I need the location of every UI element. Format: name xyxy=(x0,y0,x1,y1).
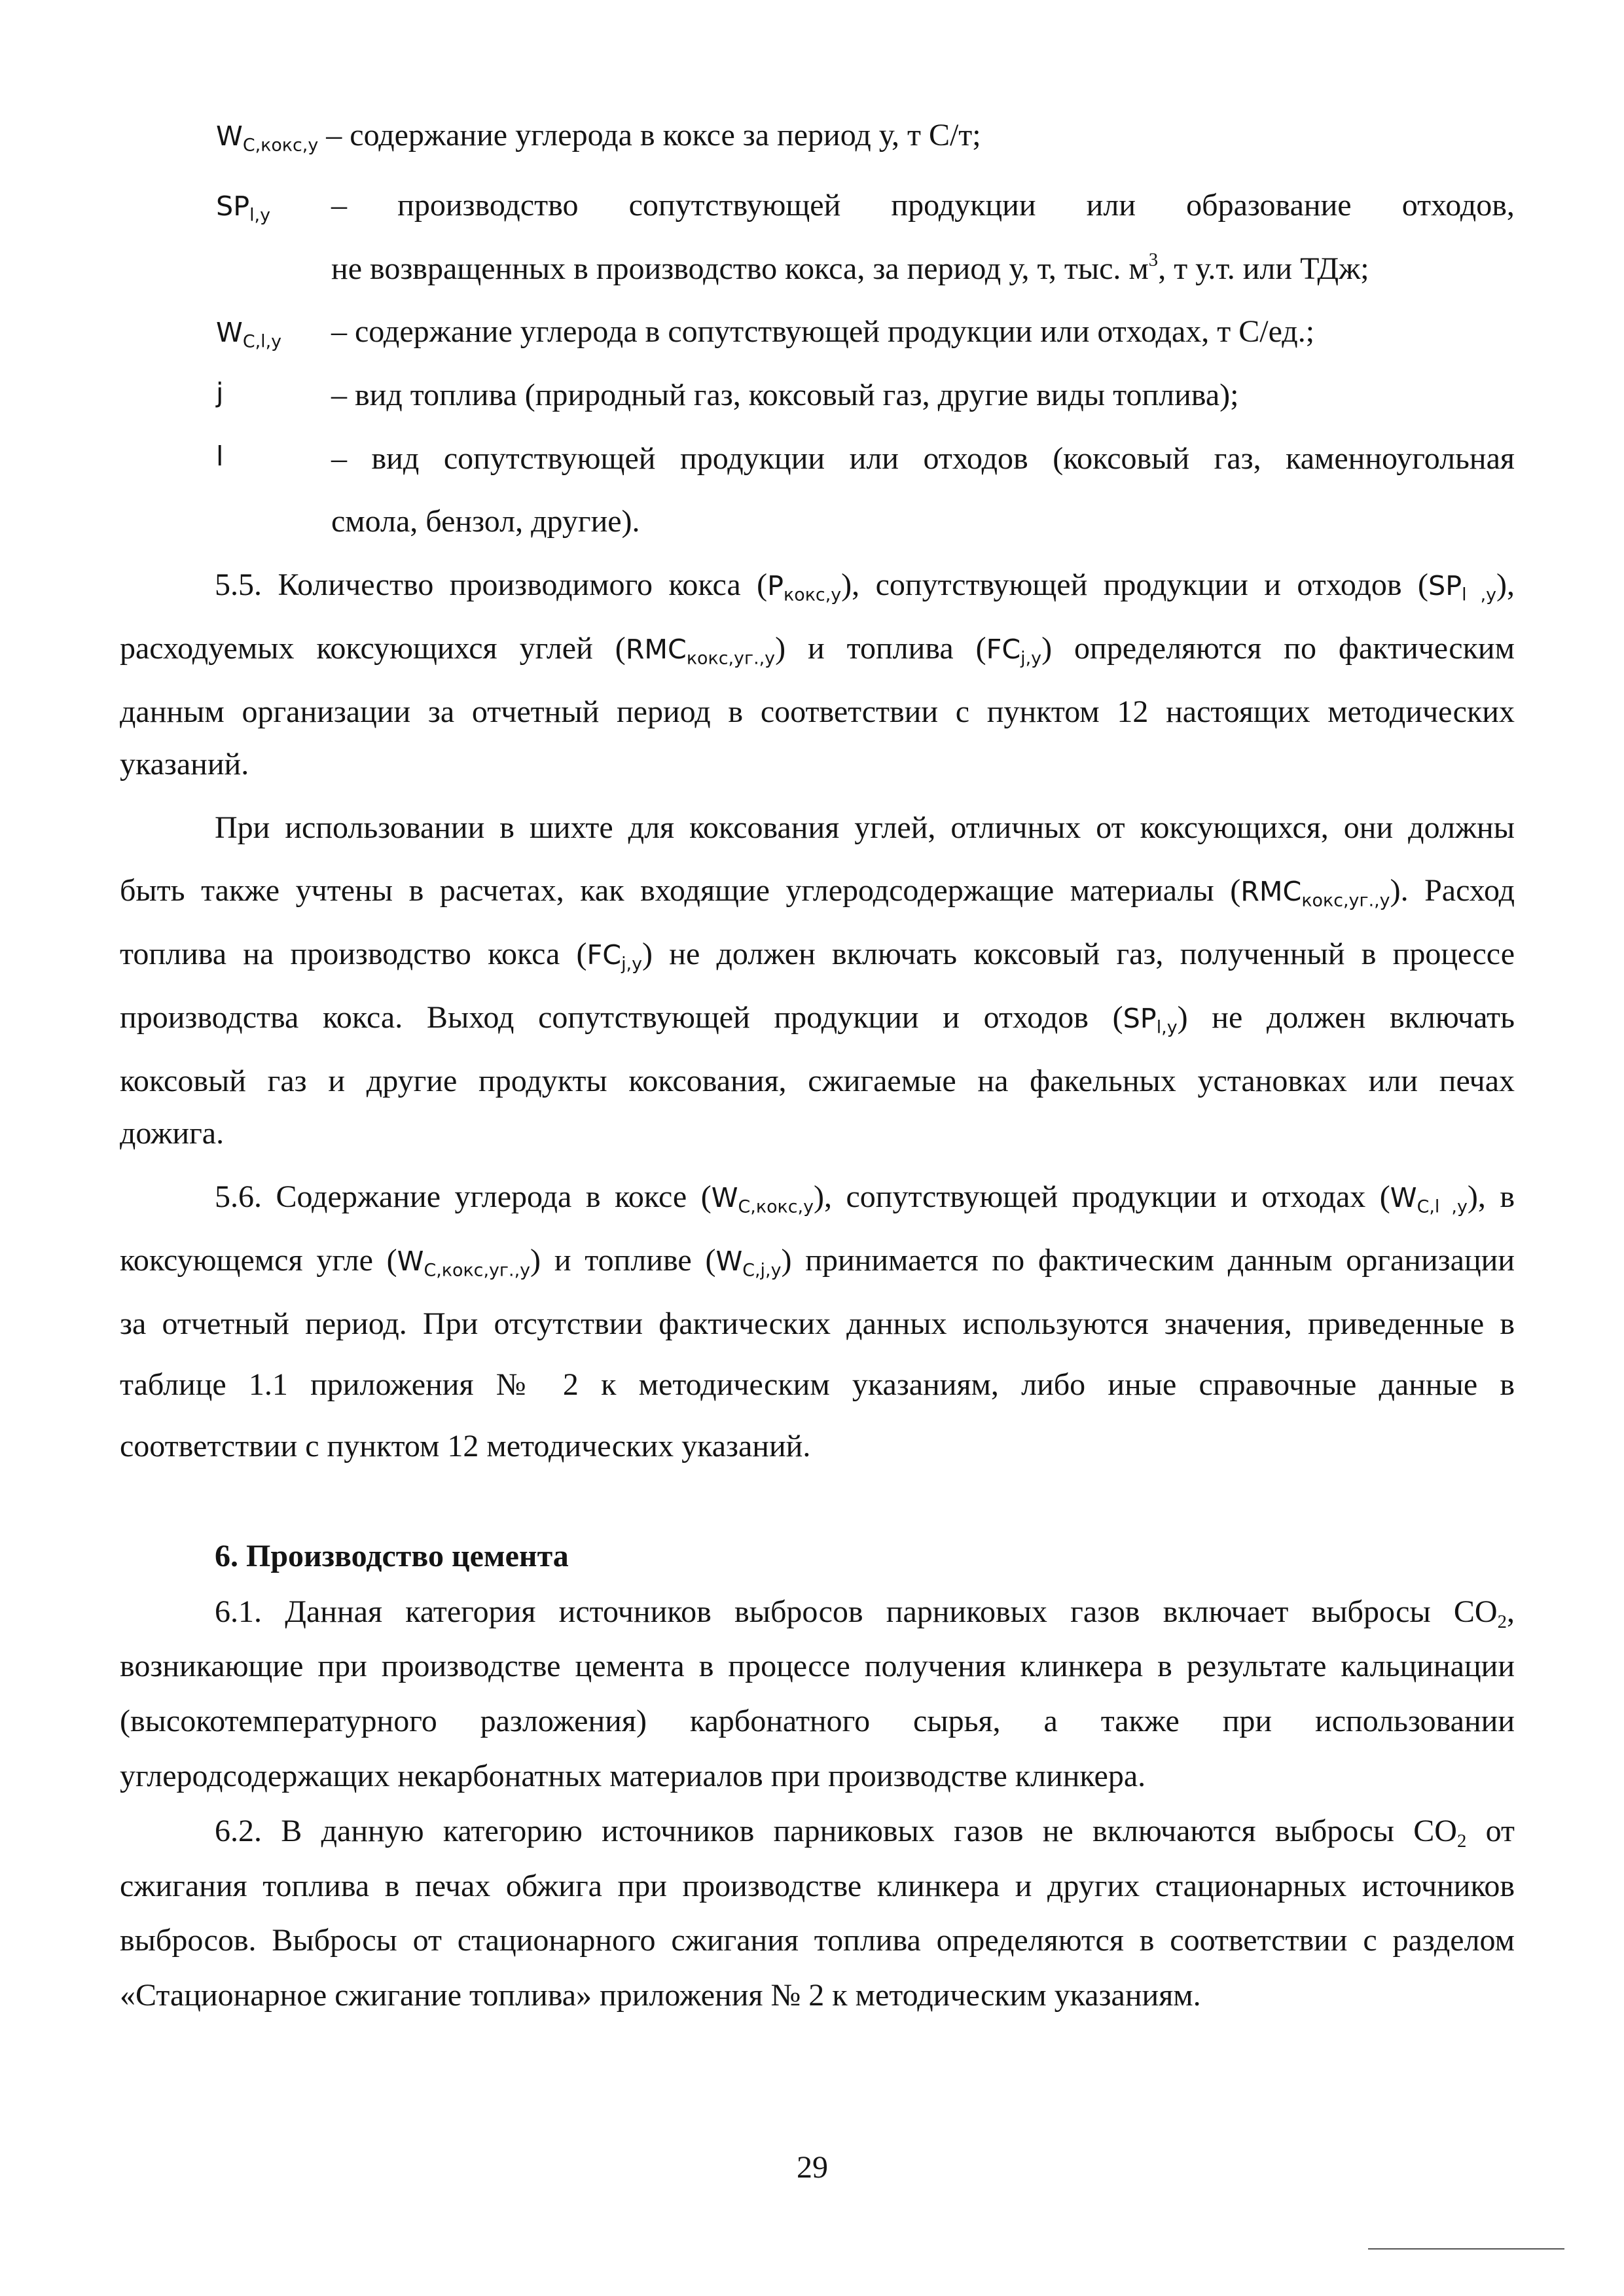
def-l-word: отходов xyxy=(923,441,1028,476)
symbol-sp: SP xyxy=(1428,570,1462,601)
p55b-line5: коксовый газ и другие продукты коксования, сжигаемые на факельных установках или печах xyxy=(120,1064,1515,1098)
p55b-text: топлива на производство кокса ( xyxy=(120,937,587,971)
footer-rule xyxy=(1368,2248,1564,2250)
def-sp-word: производство xyxy=(397,188,579,223)
p61-text: , xyxy=(1507,1594,1515,1629)
def-l-word: каменноугольная xyxy=(1286,441,1515,476)
p55b-text: ). Расход xyxy=(1390,873,1515,908)
p56-line5: соответствии с пунктом 12 методических указаний. xyxy=(120,1429,811,1463)
symbol-w: W xyxy=(397,1246,424,1277)
p56-text: ) принимается по фактическим данным организации xyxy=(781,1243,1515,1278)
symbol-sp: SP xyxy=(1123,1003,1157,1034)
symbol-w: W xyxy=(1390,1182,1417,1213)
p62-line1 xyxy=(215,1814,1515,1852)
co2-sub: 2 xyxy=(1497,1611,1507,1633)
def-l-word: (коксовый xyxy=(1053,441,1190,476)
p55b-text: быть также учтены в расчетах, как входящие углеродсодержащие материалы ( xyxy=(120,873,1241,908)
p55-text: ), сопутствующей продукции и отходов ( xyxy=(841,567,1429,602)
def-sp-word: отходов, xyxy=(1401,188,1515,223)
p56-line3: за отчетный период. При отсутствии фактических данных используются значения, приведенные в xyxy=(120,1306,1515,1341)
p55-line2 xyxy=(120,631,1515,669)
symbol-rmc: RMC xyxy=(625,634,687,665)
symbol-sub: кокс,уг.,у xyxy=(1301,890,1390,911)
symbol-sub: l,y xyxy=(1156,1017,1178,1038)
def-l-line1 xyxy=(331,443,1515,475)
p62-line4: «Стационарное сжигание топлива» приложения № 2 к методическим указаниям. xyxy=(120,1978,1201,2013)
symbol-sub: С,l ,y xyxy=(1416,1196,1468,1217)
def-l-word: вид xyxy=(371,441,420,476)
p55b-text: ) не должен включать xyxy=(1177,1000,1515,1035)
def-sp-word: или xyxy=(1086,188,1136,223)
def-sp-line2 xyxy=(331,249,1369,286)
def-sp-term: SP xyxy=(216,190,250,222)
p56-line2 xyxy=(120,1243,1515,1281)
def-sp-term-block xyxy=(216,190,271,226)
def-l-word: или xyxy=(849,441,899,476)
symbol-w: W xyxy=(711,1182,738,1213)
p61-line3: (высокотемпературного разложения) карбонатного сырья, а также при использовании xyxy=(120,1704,1515,1738)
symbol-sub: кокс,у xyxy=(784,584,842,605)
p56-line4: таблице 1.1 приложения № 2 к методическим указаниям, либо иные справочные данные в xyxy=(120,1367,1515,1402)
def-w-cl-text: – содержание углерода в сопутствующей продукции или отходах, т С/ед.; xyxy=(331,314,1315,349)
def-l-word: газ, xyxy=(1214,441,1261,476)
p55-line3: данным организации за отчетный период в соответствии с пунктом 12 настоящих методических xyxy=(120,694,1515,729)
def-w-cl-sub: С,l,y xyxy=(242,331,282,352)
symbol-sub: l ,y xyxy=(1462,584,1497,605)
p55b-line1: При использовании в шихте для коксования углей, отличных от коксующихся, они должны xyxy=(215,810,1515,845)
p55b-text: ) не должен включать коксовый газ, полученный в процессе xyxy=(642,937,1515,971)
symbol-sub: С,j,y xyxy=(742,1260,782,1281)
co2-sub: 2 xyxy=(1456,1831,1467,1852)
symbol-fc: FC xyxy=(586,939,622,971)
p55-text: 5.5. Количество производимого кокса ( xyxy=(215,567,768,602)
p56-line1 xyxy=(215,1179,1515,1217)
def-sp-word: образование xyxy=(1186,188,1352,223)
p56-text: 5.6. Содержание углерода в коксе ( xyxy=(215,1179,712,1214)
def-w-cl-term-block xyxy=(216,316,282,352)
def-l-term: l xyxy=(216,440,224,472)
symbol-sub: С,кокс,уг.,у xyxy=(424,1260,531,1281)
p62-text: 6.2. В данную категорию источников парниковых газов не включаются выбросы CO xyxy=(215,1814,1457,1848)
symbol-p-coke: Р xyxy=(767,570,784,601)
def-l-word: продукции xyxy=(680,441,825,476)
def-l-cont: смола, бензол, другие). xyxy=(331,504,640,539)
p56-text: ) и топливе ( xyxy=(530,1243,716,1278)
def-sp-dash: – xyxy=(331,188,347,223)
p55b-line3 xyxy=(120,937,1515,975)
symbol-sub: С,кокс,у xyxy=(738,1196,814,1217)
def-l-word: – xyxy=(331,441,347,476)
p56-text: ), сопутствующей продукции и отходах ( xyxy=(813,1179,1390,1214)
symbol-sub: j,y xyxy=(1020,648,1042,669)
def-sp-cont: не возвращенных в производство кокса, за период у, т, тыс. м xyxy=(331,251,1149,286)
section6-heading xyxy=(215,1541,569,1572)
def-j-text: – вид топлива (природный газ, коксовый газ, другие виды топлива); xyxy=(331,378,1239,412)
symbol-fc: FC xyxy=(986,634,1021,665)
def-sp-word: сопутствующей xyxy=(628,188,841,223)
def-l-word: сопутствующей xyxy=(443,441,656,476)
p62-line3: выбросов. Выбросы от стационарного сжигания топлива определяются в соответствии с разделом xyxy=(120,1923,1515,1958)
p55-text: ), xyxy=(1496,567,1515,602)
def-sp-sub: l,y xyxy=(249,205,271,226)
def-w-cl-term: W xyxy=(216,317,243,348)
def-j-term: j xyxy=(216,377,224,408)
p55-text: расходуемых коксующихся углей ( xyxy=(120,631,626,666)
p55-line4: указаний. xyxy=(120,747,249,781)
symbol-sub: кокс,уг.,у xyxy=(686,648,776,669)
symbol-w: W xyxy=(715,1246,743,1277)
symbol-rmc: RMC xyxy=(1240,876,1302,907)
p55b-text: производства кокса. Выход сопутствующей продукции и отходов ( xyxy=(120,1000,1123,1035)
p55-text: ) определяются по фактическим xyxy=(1041,631,1515,666)
p55b-line2 xyxy=(120,873,1515,911)
def-sp-cont-end: , т у.т. или ТДж; xyxy=(1158,251,1369,286)
p56-text: ), в xyxy=(1467,1179,1515,1214)
p55b-line6: дожига. xyxy=(120,1116,225,1151)
def-w-coke-term: W xyxy=(216,120,243,152)
p61-line2: возникающие при производстве цемента в процессе получения клинкера в результате кальцинации xyxy=(120,1649,1515,1683)
p55-line1 xyxy=(215,567,1515,605)
def-sp-sup: 3 xyxy=(1148,249,1159,270)
section6-heading-text: 6. Производство цемента xyxy=(215,1539,569,1573)
p55-text: ) и топлива ( xyxy=(775,631,986,666)
p62-line2: сжигания топлива в печах обжига при производстве клинкера и других стационарных источников xyxy=(120,1869,1515,1903)
def-w-coke xyxy=(216,118,981,156)
def-sp-word: продукции xyxy=(891,188,1036,223)
page-number: 29 xyxy=(797,2150,828,2185)
def-w-coke-text: – содержание углерода в коксе за период у, т С/т; xyxy=(326,118,981,152)
symbol-sub: j,y xyxy=(621,954,643,975)
p55b-line4 xyxy=(120,1000,1515,1038)
def-w-coke-sub: С,кокс,у xyxy=(242,135,319,156)
p61-line4: углеродсодержащих некарбонатных материалов при производстве клинкера. xyxy=(120,1759,1146,1793)
p56-text: коксующемся угле ( xyxy=(120,1243,397,1278)
def-sp-line1 xyxy=(331,190,1515,221)
p62-text: от xyxy=(1466,1814,1515,1848)
p61-line1 xyxy=(215,1594,1515,1633)
p61-text: 6.1. Данная категория источников выбросов парниковых газов включает выбросы CO xyxy=(215,1594,1498,1629)
